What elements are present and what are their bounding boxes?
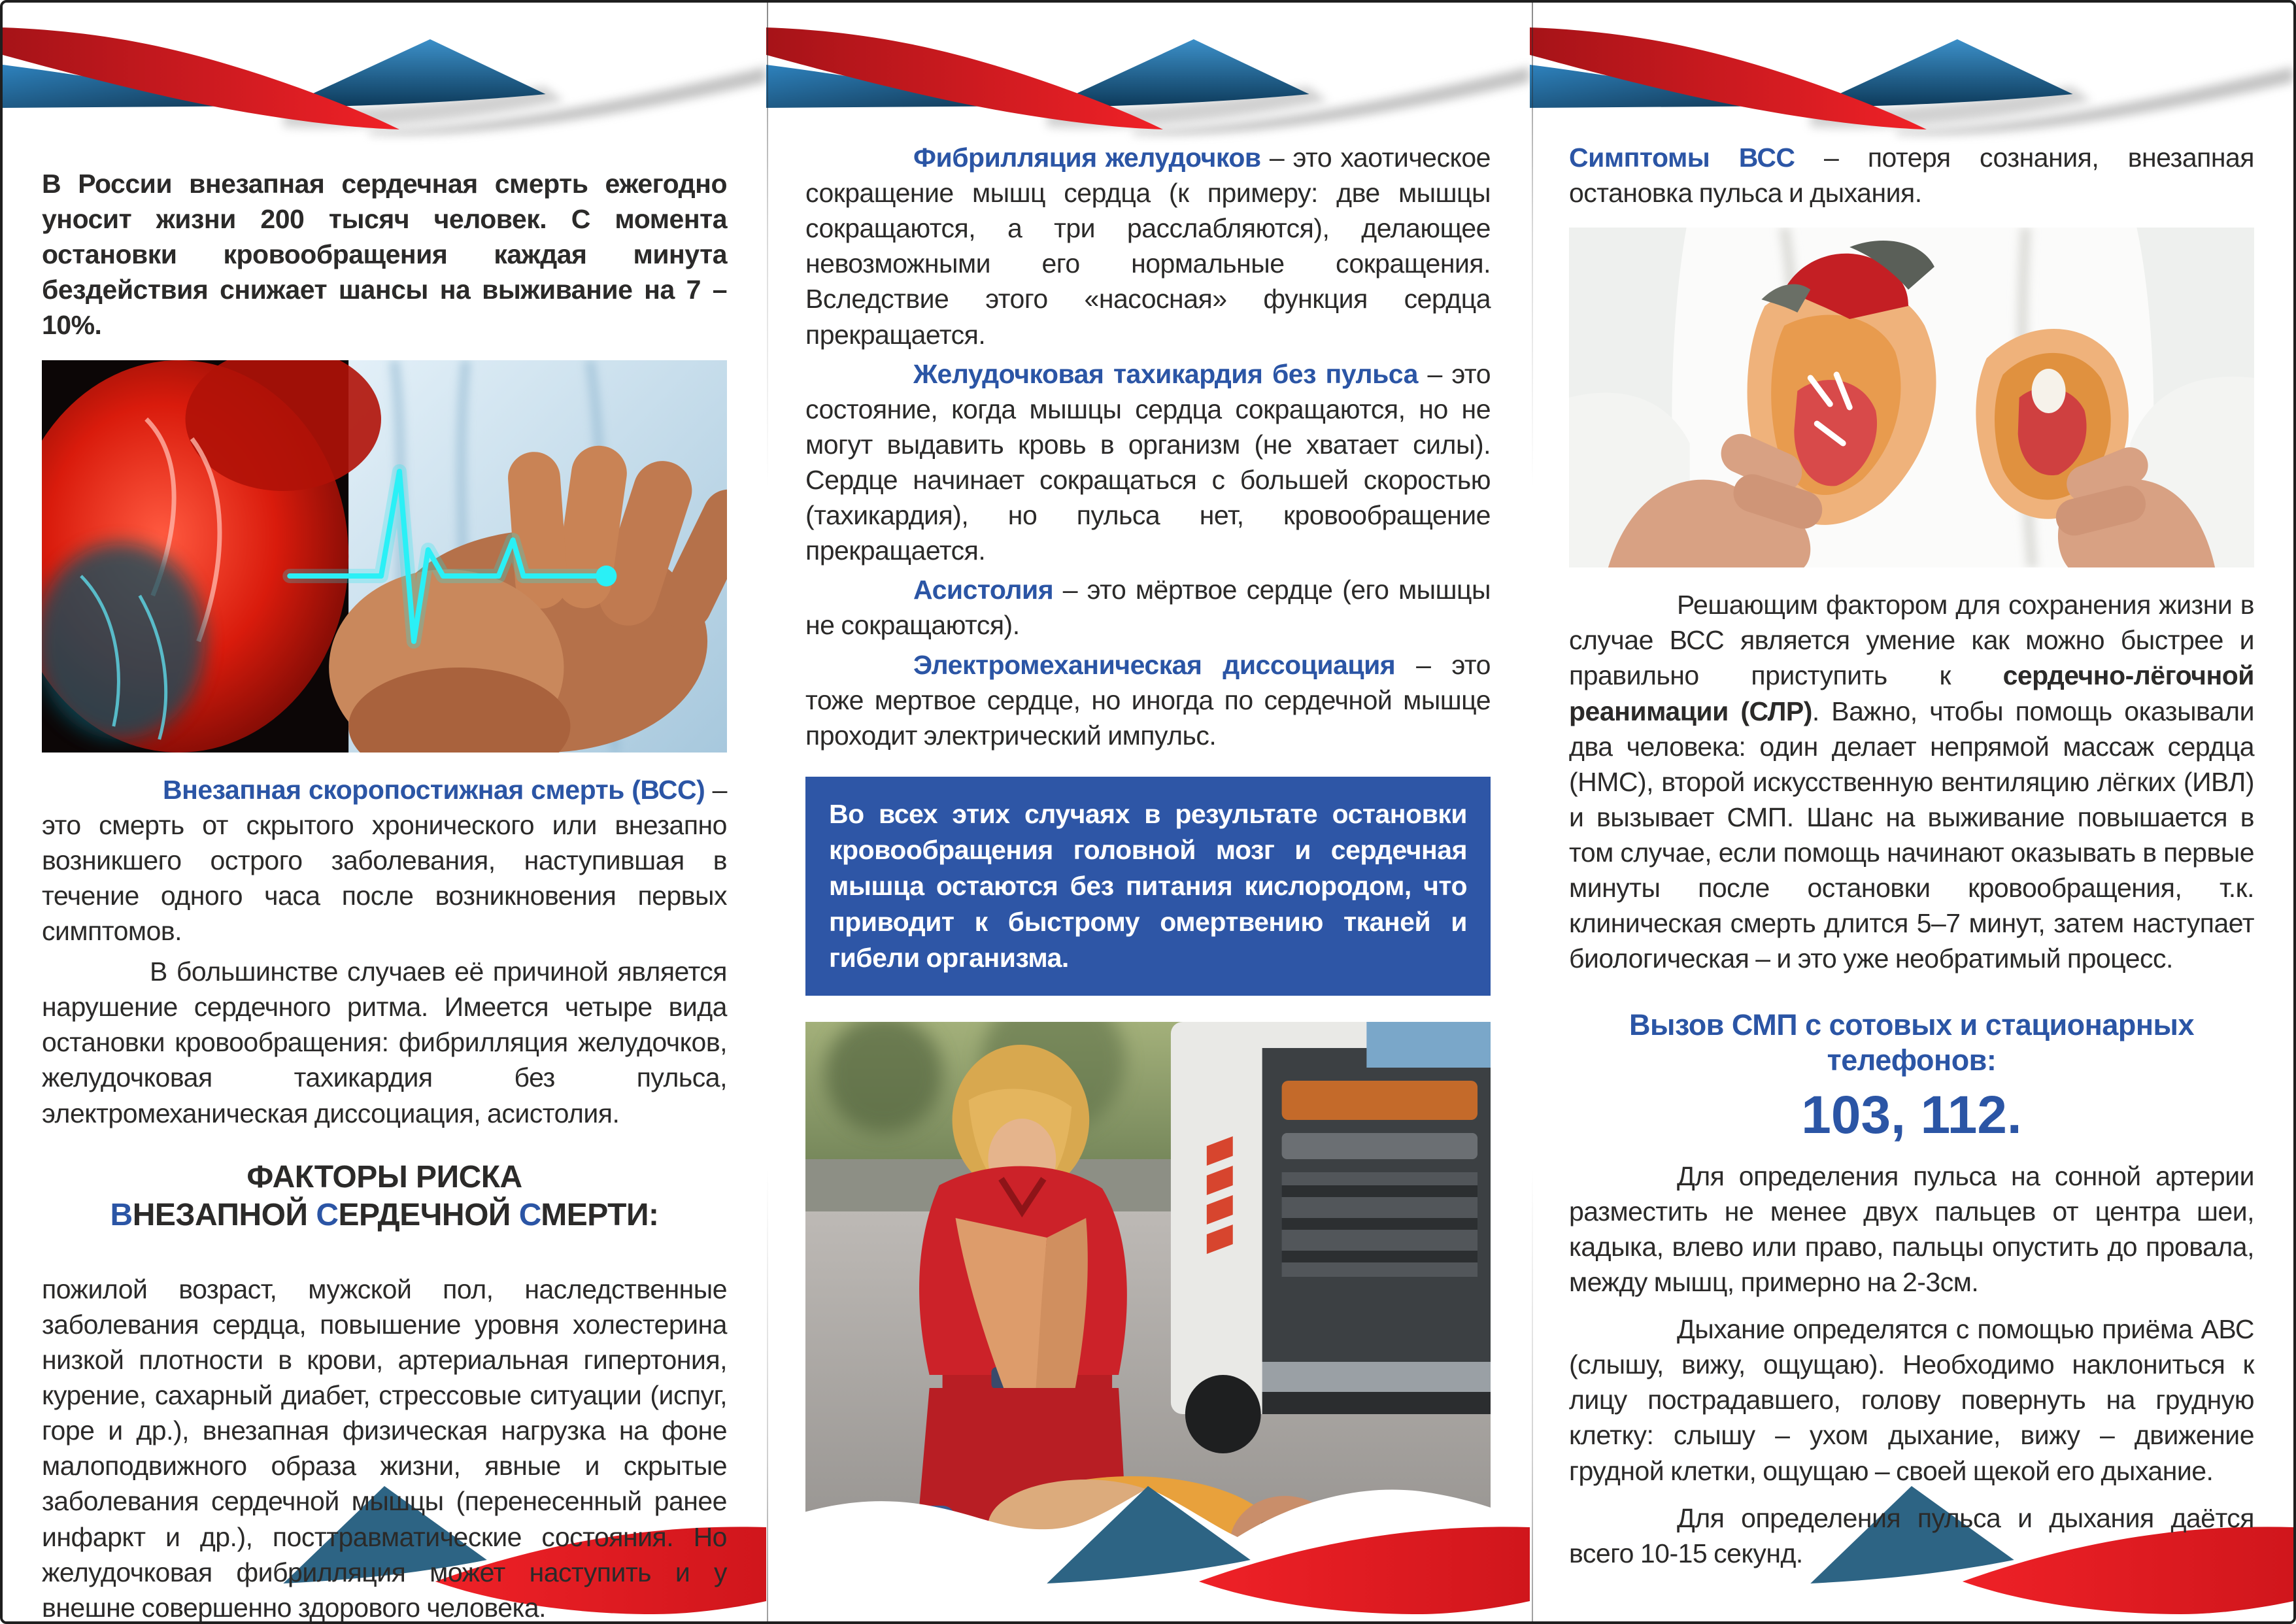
ambulance [1171,1022,1491,1453]
definition-asystole: Асистолия – это мёртвое сердце (его мышцы не сокращаются). [805,575,1491,641]
pulse-check-paragraph: Для определения пульса на сонной артерии разместить не менее двух пальцев от центра шеи, кадыка, влево или право, пальцы опустить до провала, между мышц, примерно на 2-3см. [1569,1160,2254,1298]
vss-paragraph-2: В большинстве случаев её причиной является нарушение сердечного ритма. Имеется четыре вида остановки кровообращения: фибрилляция желудочков, желудочковая тахикардия без пульса, электромеханическая диссоциация, асистолия. [42,956,727,1128]
vss-term: Внезапная скоропостижная смерть (ВСС) [163,774,705,805]
emergency-call-heading: Вызов СМП с сотовых и стационарных телефонов: [1629,1008,2194,1077]
vss-definition: Внезапная скоропостижная смерть (ВСС) – это смерть от скрытого хронического или внезапно возникшего острого заболевания, наступившая в течение одного часа после возникновения первых симптомов. [42,774,727,946]
panel-middle [766,3,1530,1621]
panel-left [3,3,766,1621]
breath-check-paragraph: Дыхание определятся с помощью приёма АВС (слышу, вижу, ощущаю). Необходимо наклониться к лицу пострадавшего, голову повернуть на грудную клетку: слышу – ухом дыхание, вижу – движение грудной клетки, ощущаю – своей щекой его дыхание. [1569,1314,2254,1486]
heart-attack-photo [42,360,727,753]
definition-tachycardia: Желудочковая тахикардия без пульса – это состояние, когда мышцы сердца сокращаются, но не могут выдавить кровь в организм (не хватает силы). Сердце начинает сокращаться с большей скоростью (тахикардия), но пульса нет, кровообращение прекращается. [805,358,1491,566]
intro-paragraph: В России внезапная сердечная смерть ежегодно уносит жизни 200 тысяч человек. С момента остановки кровообращения каждая минута бездействия снижает шансы на выживание на 7 – 10%. [42,169,727,341]
wave-decoration-bottom [766,1425,1530,1621]
oxygen-warning-box: Во всех этих случаях в результате остановки кровообращения головной мозг и сердечная мышца остаются без питания кислородом, что приводит к быстрому омертвению тканей и гибели организма. [805,777,1491,996]
wave-decoration-top [766,3,1530,153]
risk-factors-text: пожилой возраст, мужской пол, наследственные заболевания сердца, повышение уровня холестерина низкой плотности в крови, артериальная гипертония, курение, сахарный диабет, стрессовые ситуации (испуг, горе и др.), внезапная физическая нагрузка на фоне малоподвижного образа жизни, явные и скрытые заболевания сердечной мышцы (перенесенный ранее инфаркт и др.), посттравматические состояния. Но желудочковая фибрилляция может наступить и у внешне совершенно здорового человека. [42,1274,727,1621]
wave-decoration-top [3,3,766,153]
fold-line-left [767,3,768,1621]
emergency-numbers: 103, 112. [1801,1085,2022,1145]
panel-right [1530,3,2293,1621]
symptoms-paragraph: Симптомы ВСС – потеря сознания, внезапная остановка пульса и дыхания. [1569,143,2254,209]
definition-dissociation: Электромеханическая диссоциация – это тоже мертвое сердце, но иногда по сердечной мышце проходит электрический импульс. [805,649,1491,751]
fold-line-right [1532,3,1533,1621]
risk-factors-heading: ФАКТОРЫ РИСКА ВНЕЗАПНОЙ СЕРДЕЧНОЙ СМЕРТИ: [110,1159,659,1233]
wave-decoration-top [1530,3,2293,153]
timing-paragraph: Для определения пульса и дыхания даётся всего 10-15 секунд. [1569,1502,2254,1568]
heart-model-photo [1569,228,2254,567]
definition-fibrillation: Фибрилляция желудочков – это хаотическое сокращение мышц сердца (к примеру: две мышцы сокращаются, а три расслабляются), делающее невозможными его нормальные сокращения. Вследствие этого «насосная» функция сердца прекращается. [805,143,1491,350]
symptoms-term: Симптомы ВСС [1569,143,1795,173]
cpr-paragraph: Решающим фактором для сохранения жизни в случае ВСС является умение как можно быстрее и правильно приступить к сердечно-лёгочной реанимации (СЛР). Важно, чтобы помощь оказывали два человека: один делает непрямой массаж сердца (НМС), второй искусственную вентиляцию лёгких (ИВЛ) и вызывает СМП. Шанс на выживание повышается в том случае, если помощь начинают оказывать в первые минуты после остановки кровообращения, т.к. клиническая смерть длится 5–7 минут, затем наступает биологическая – и это уже необратимый процесс. [1569,590,2254,974]
